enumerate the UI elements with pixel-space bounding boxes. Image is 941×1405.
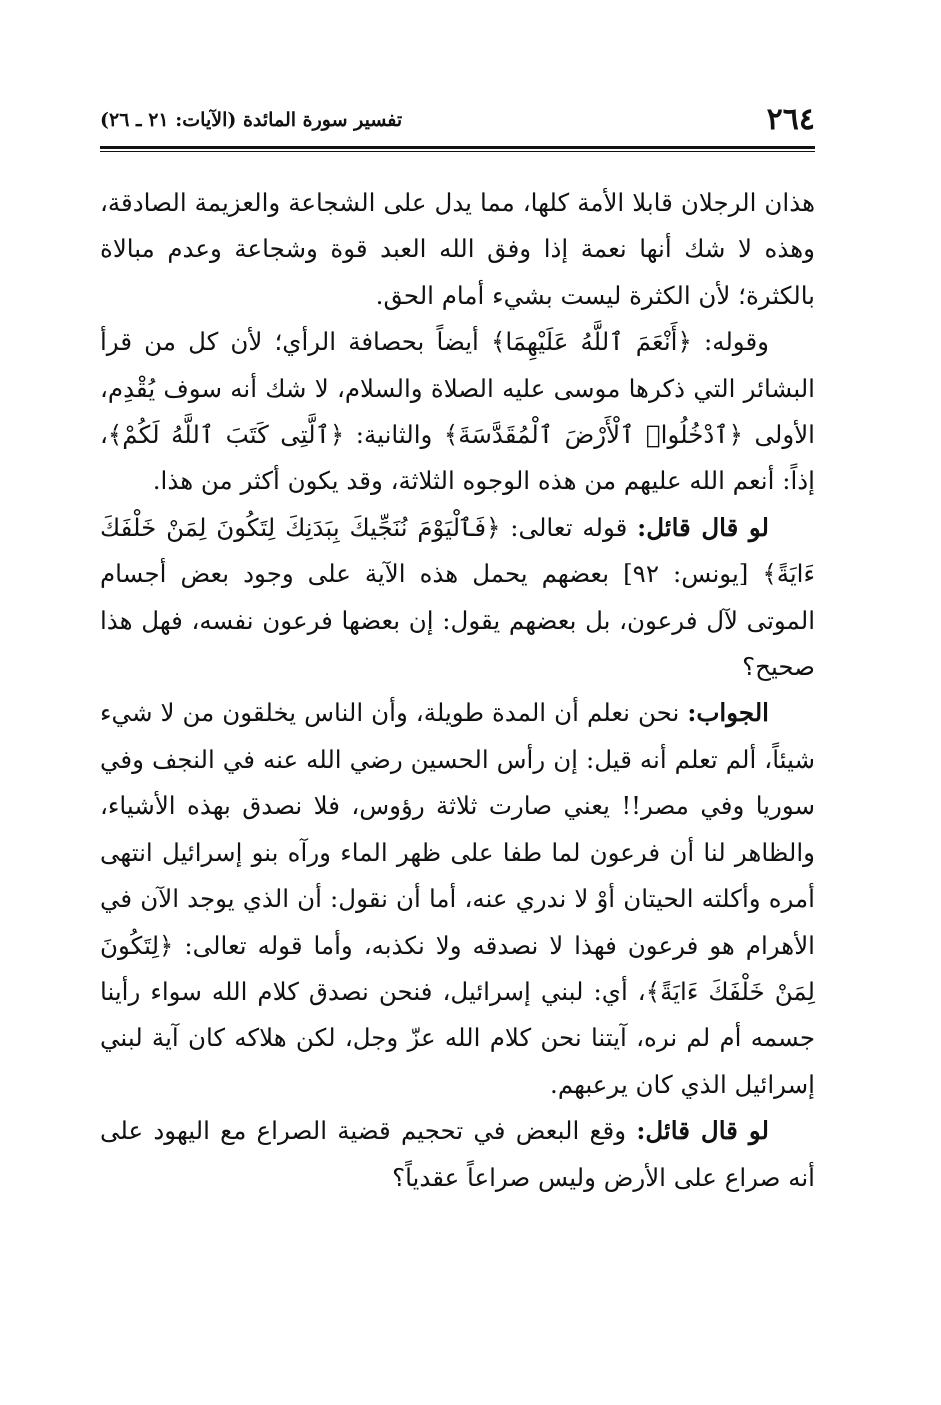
paragraph [100, 1108, 815, 1201]
quran-verse: ﴿فَٱلْيَوْمَ نُنَجِّيكَ بِبَدَنِكَ لِتَكُونَ لِمَنْ خَلْفَكَ ءَايَةً﴾ [100, 512, 815, 589]
paragraph-text: [يونس: ٩٢] بعضهم يحمل هذه الآية على وجود بعض أجسام الموتى لآل فرعون، بل بعضهم يقول: إن بعضها فرعون نفسه، فهل هذا صحيح؟ [100, 559, 815, 682]
header-rule-thin [100, 151, 815, 152]
paragraph-text: هذان الرجلان قابلا الأمة كلها، مما يدل على الشجاعة والعزيمة الصادقة، وهذه لا شك أنها نعمة إذا وفق الله العبد قوة وشجاعة وعدم مبالاة بالكثرة؛ لأن الكثرة ليست بشيء أمام الحق. [100, 188, 815, 310]
paragraph-text: والثانية: [344, 420, 444, 450]
paragraph-text: نحن نعلم أن المدة طويلة، وأن الناس يخلقون من لا شيء شيئاً، ألم تعلم أنه قيل: إن رأس الحسين رضي الله عنه في النجف وفي سوريا وفي مصر!! يعني صارت ثلاثة رؤوس، فلا نصدق بهذه الأشياء، والظاهر لنا أن فرعون لما طفا على ظهر الماء ورآه بنو إسرائيل انتهى أمره وأكلته الحيتان أوْ لا ندري عنه، أما أن نقول: أن الذي يوجد الآن في الأهرام هو فرعون فهذا لا نصدقه ولا نكذبه، وأما قوله تعالى: [100, 698, 815, 960]
paragraph [100, 505, 815, 691]
quran-verse: ﴿لِتَكُونَ لِمَنْ خَلْفَكَ ءَايَةً﴾ [100, 930, 815, 1006]
paragraph-text: وقوله: [691, 327, 769, 357]
question-lead: لو قال قائل: [637, 512, 770, 542]
paragraph [100, 690, 815, 1108]
paragraph-text: قوله تعالى: [500, 512, 638, 542]
quran-verse: ﴿ٱدْخُلُوا۟ ٱلْأَرْضَ ٱلْمُقَدَّسَةَ﴾ [443, 420, 743, 450]
paragraph-text: ، أي: لبني إسرائيل، فنحن نصدق كلام الله سواء رأينا جسمه أم لم نره، آيتنا نحن كلام الله عزّ وجل، لكن هلاكه كان آية لبني إسرائيل الذي كان يرعبهم. [100, 976, 815, 1099]
question-lead: لو قال قائل: [636, 1116, 769, 1146]
answer-lead: الجواب: [687, 698, 769, 728]
page-number: ٢٦٤ [766, 102, 815, 137]
quran-verse: ﴿ٱلَّتِى كَتَبَ ٱللَّهُ لَكُمْ﴾ [107, 420, 345, 450]
header-rule-thick [100, 146, 815, 149]
paragraph [100, 180, 815, 319]
paragraph [100, 319, 815, 505]
running-title: تفسير سورة المائدة (الآيات: ٢١ ـ ٢٦) [100, 109, 403, 131]
paragraph-text: ، إذاً: أنعم الله عليهم من هذه الوجوه الثلاثة، وقد يكون أكثر من هذا. [100, 420, 815, 496]
body-text [100, 180, 815, 1201]
paragraph-text: وقع البعض في تحجيم قضية الصراع مع اليهود على أنه صراع على الأرض وليس صراعاً عقدياً؟ [100, 1116, 815, 1192]
quran-verse: ﴿أَنْعَمَ ٱللَّهُ عَلَيْهِمَا﴾ [490, 327, 692, 357]
paragraph-text: أيضاً بحصافة الرأي؛ لأن كل من قرأ البشائر التي ذكرها موسى عليه الصلاة والسلام، لا شك أنه سوف يُقْدِم، الأولى [100, 327, 815, 450]
page-header [100, 100, 815, 140]
